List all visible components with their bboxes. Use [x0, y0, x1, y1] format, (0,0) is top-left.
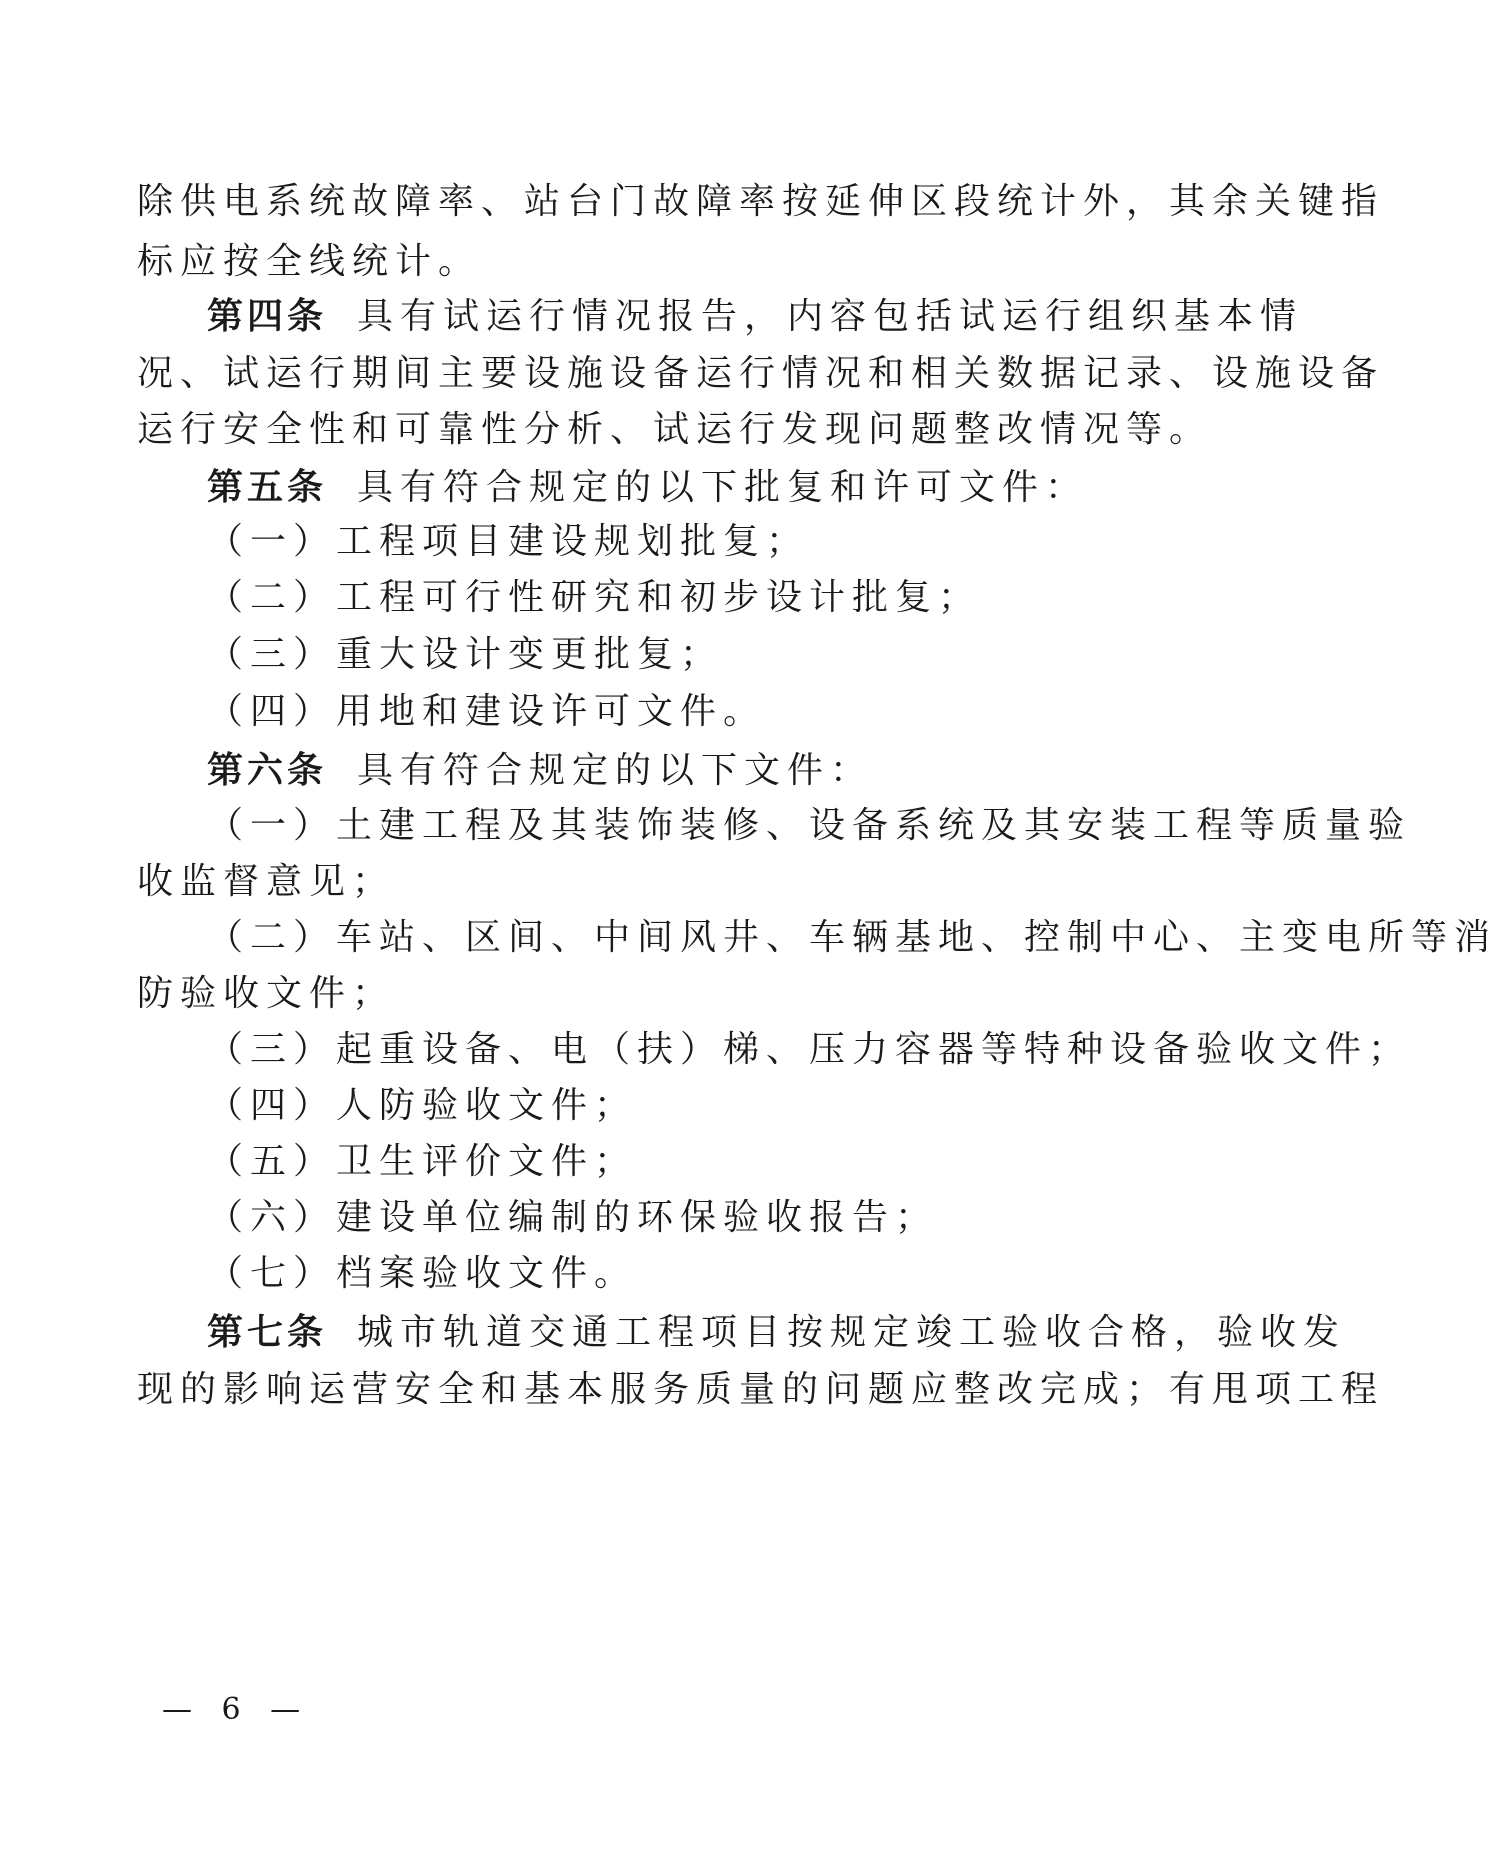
text-line: 防验收文件； — [137, 973, 396, 1014]
article-4-heading: 第四条 — [207, 295, 328, 337]
page-number: — 6 — — [162, 1692, 311, 1727]
article-6-heading: 第六条 — [207, 749, 328, 791]
list-item: （二）工程可行性研究和初步设计批复； — [207, 577, 982, 618]
text-line: 况、试运行期间主要设施设备运行情况和相关数据记录、设施设备 — [137, 353, 1385, 394]
text-line: 标应按全线统计。 — [137, 241, 482, 282]
article-6-paragraph — [207, 748, 873, 793]
article-5-heading: 第五条 — [207, 466, 328, 508]
text-line: 具有符合规定的以下批复和许可文件： — [357, 467, 1089, 508]
article-7-paragraph — [207, 1310, 1346, 1355]
text-line: 现的影响运营安全和基本服务质量的问题应整改完成；有甩项工程 — [137, 1369, 1385, 1410]
list-item: （四）用地和建设许可文件。 — [207, 691, 767, 732]
article-5-paragraph — [207, 465, 1088, 510]
list-item: （五）卫生评价文件； — [207, 1141, 638, 1182]
text-line: 收监督意见； — [137, 861, 396, 902]
list-item: （一）土建工程及其装饰装修、设备系统及其安装工程等质量验 — [207, 805, 1412, 846]
list-item: （六）建设单位编制的环保验收报告； — [207, 1197, 939, 1238]
list-item: （四）人防验收文件； — [207, 1085, 638, 1126]
text-line: 城市轨道交通工程项目按规定竣工验收合格，验收发 — [357, 1312, 1347, 1353]
list-item: （三）重大设计变更批复； — [207, 634, 724, 675]
text-line: 运行安全性和可靠性分析、试运行发现问题整改情况等。 — [137, 409, 1213, 450]
list-item: （三）起重设备、电（扶）梯、压力容器等特种设备验收文件； — [207, 1029, 1412, 1070]
article-7-heading: 第七条 — [207, 1311, 328, 1353]
text-line: 具有试运行情况报告，内容包括试运行组织基本情 — [357, 296, 1304, 337]
list-item: （二）车站、区间、中间风井、车辆基地、控制中心、主变电所等消 — [207, 917, 1497, 958]
list-item: （七）档案验收文件。 — [207, 1253, 638, 1294]
list-item: （一）工程项目建设规划批复； — [207, 521, 810, 562]
text-line: 除供电系统故障率、站台门故障率按延伸区段统计外，其余关键指 — [137, 181, 1385, 222]
article-4-paragraph — [207, 294, 1303, 339]
text-line: 具有符合规定的以下文件： — [357, 750, 874, 791]
